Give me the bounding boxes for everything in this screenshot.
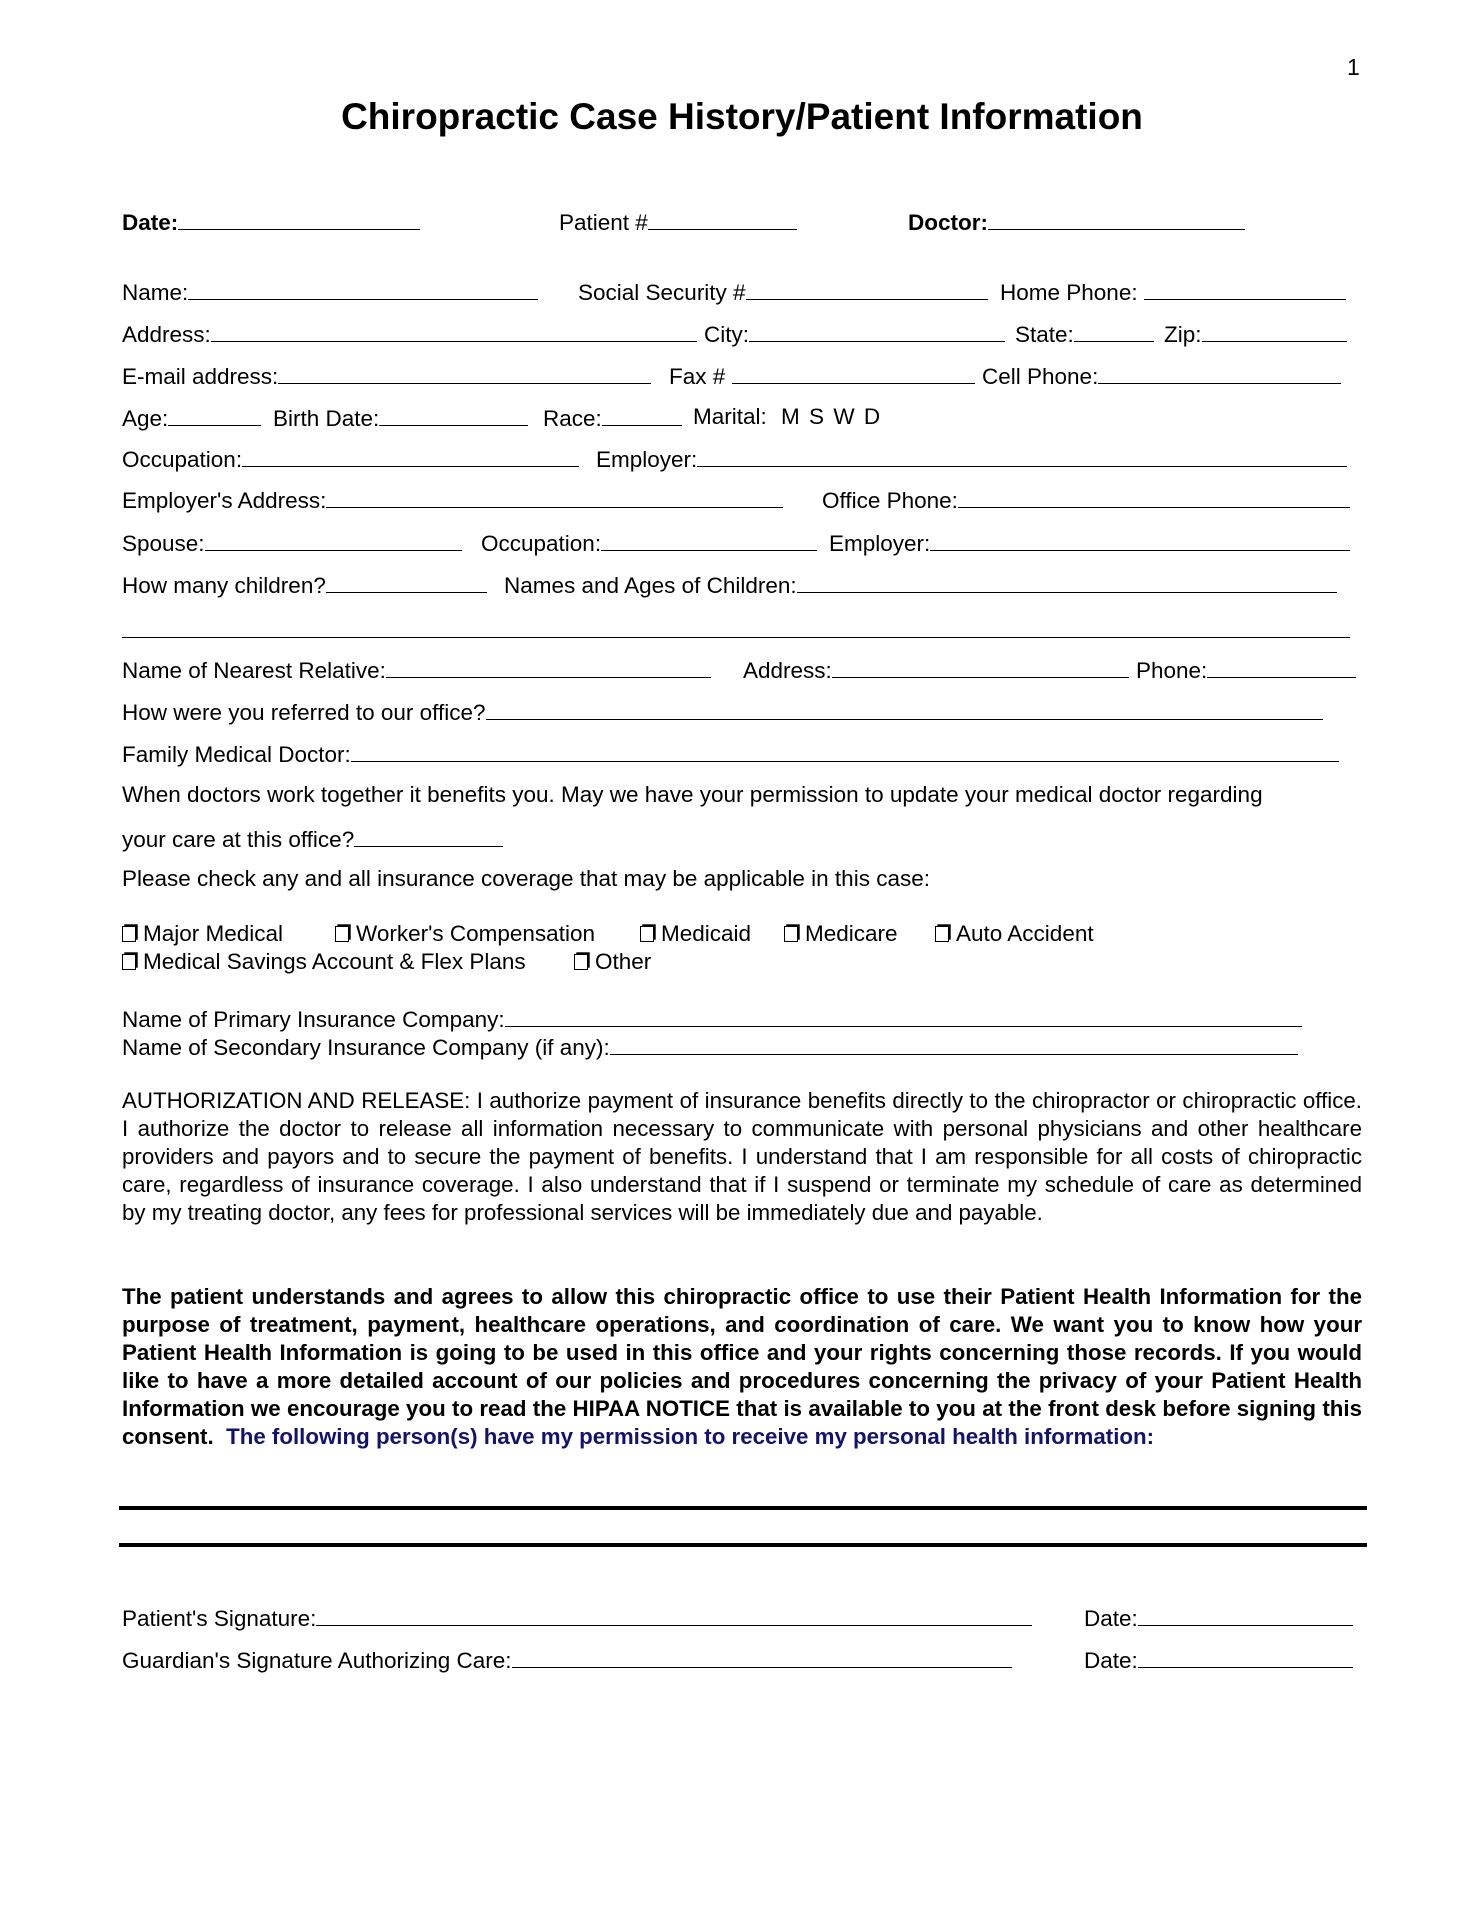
name-label: Name: <box>122 280 189 305</box>
hipaa-consent-text: The patient understands and agrees to allow this chiropractic office to use their Patient Health Information for the purpose of treatment, payment, healthcare operations, and coordination of care. We want you to know how your Patient Health Information is going to be used in this office and your rights concerning those records. If you would like to have a more detailed account of our policies and procedures concerning the privacy of your Patient Health Information we encourage you to read the HIPAA NOTICE that is available to you at the front desk before signing this consent. <box>122 1284 1362 1449</box>
date-label: Date: <box>1084 1648 1138 1673</box>
relative-address-field[interactable] <box>743 655 1129 685</box>
fax-field[interactable] <box>669 361 975 391</box>
birth-date-label: Birth Date: <box>273 406 380 431</box>
guardian-signature-label: Guardian's Signature Authorizing Care: <box>122 1648 512 1673</box>
email-field[interactable] <box>122 361 651 391</box>
page-number: 1 <box>1347 54 1360 80</box>
zip-field[interactable] <box>1164 319 1347 349</box>
checkbox-medicaid[interactable] <box>640 920 751 948</box>
date-field[interactable] <box>122 207 420 237</box>
date-label: Date: <box>1084 1606 1138 1631</box>
marital-option-w[interactable]: W <box>833 404 855 429</box>
age-field[interactable] <box>122 403 261 433</box>
checkbox-icon <box>935 926 949 942</box>
authorization-release-text: AUTHORIZATION AND RELEASE: I authorize payment of insurance benefits directly to the chiropractor or chiropractic office. I authorize the doctor to release all information necessary to communicate with personal physicians and other healthcare providers and payors and to secure the payment of benefits. I understand that I am responsible for all costs of chiropractic care, regardless of insurance coverage. I also understand that if I suspend or terminate my schedule of care as determined by my treating doctor, any fees for professional services will be immediately due and payable. <box>122 1088 1362 1225</box>
permission-line-1: When doctors work together it benefits you. May we have your permission to update your medical doctor regarding <box>122 782 1263 807</box>
permitted-person-line-1[interactable] <box>119 1506 1367 1510</box>
patient-signature-date-field[interactable] <box>1084 1603 1353 1633</box>
home-phone-field[interactable] <box>1000 277 1346 307</box>
occupation-label: Occupation: <box>122 447 243 472</box>
relative-address-label: Address: <box>743 658 832 683</box>
employer-address-field[interactable] <box>122 485 783 515</box>
referred-field[interactable] <box>122 697 1323 727</box>
marital-option-d[interactable]: D <box>863 404 881 429</box>
checkbox-icon <box>640 926 654 942</box>
marital-label: Marital: <box>693 404 767 429</box>
secondary-insurance-field[interactable] <box>122 1032 1298 1062</box>
city-label: City: <box>704 322 749 347</box>
patient-number-label: Patient # <box>559 210 648 235</box>
checkbox-label: Medicare <box>805 921 898 946</box>
spouse-employer-label: Employer: <box>829 531 931 556</box>
checkbox-workers-compensation[interactable] <box>335 920 595 948</box>
cell-phone-field[interactable] <box>982 361 1341 391</box>
spouse-label: Spouse: <box>122 531 205 556</box>
primary-insurance-label: Name of Primary Insurance Company: <box>122 1007 505 1032</box>
relative-phone-label: Phone: <box>1136 658 1208 683</box>
checkbox-icon <box>574 954 588 970</box>
race-label: Race: <box>543 406 602 431</box>
children-count-label: How many children? <box>122 573 326 598</box>
guardian-signature-field[interactable] <box>122 1645 1012 1675</box>
checkbox-icon <box>784 926 798 942</box>
patient-signature-field[interactable] <box>122 1603 1032 1633</box>
employer-address-label: Employer's Address: <box>122 488 327 513</box>
spouse-occupation-label: Occupation: <box>481 531 602 556</box>
patient-number-field[interactable] <box>559 207 797 237</box>
race-field[interactable] <box>543 403 682 433</box>
permission-persons-text: The following person(s) have my permission to receive my personal health information: <box>226 1424 1155 1449</box>
spouse-field[interactable] <box>122 528 462 558</box>
state-field[interactable] <box>1015 319 1154 349</box>
date-label: Date: <box>122 210 179 235</box>
age-label: Age: <box>122 406 169 431</box>
office-phone-label: Office Phone: <box>822 488 958 513</box>
checkbox-label: Other <box>595 949 652 974</box>
doctor-label: Doctor: <box>908 210 988 235</box>
checkbox-auto-accident[interactable] <box>935 920 1094 948</box>
marital-option-m[interactable]: M <box>781 404 800 429</box>
permission-line-2: your care at this office? <box>122 827 355 852</box>
hipaa-consent <box>122 1283 1362 1451</box>
family-doctor-label: Family Medical Doctor: <box>122 742 351 767</box>
checkbox-other[interactable] <box>574 948 651 976</box>
permission-answer-field[interactable] <box>122 824 503 854</box>
doctor-field[interactable] <box>908 207 1245 237</box>
checkbox-icon <box>335 926 349 942</box>
secondary-insurance-label: Name of Secondary Insurance Company (if any): <box>122 1035 610 1060</box>
patient-signature-label: Patient's Signature: <box>122 1606 317 1631</box>
insurance-prompt: Please check any and all insurance coverage that may be applicable in this case: <box>122 866 930 891</box>
checkbox-major-medical[interactable] <box>122 920 283 948</box>
address-field[interactable] <box>122 319 697 349</box>
guardian-signature-date-field[interactable] <box>1084 1645 1353 1675</box>
employer-field[interactable] <box>596 444 1347 474</box>
children-names-field[interactable] <box>504 570 1337 600</box>
address-label: Address: <box>122 322 211 347</box>
permitted-person-line-2[interactable] <box>119 1543 1367 1547</box>
marital-field <box>693 403 880 431</box>
spouse-employer-field[interactable] <box>829 528 1350 558</box>
home-phone-label: Home Phone: <box>1000 280 1138 305</box>
ssn-field[interactable] <box>578 277 988 307</box>
children-names-continuation-line[interactable] <box>122 637 1350 638</box>
marital-option-s[interactable]: S <box>809 404 825 429</box>
birth-date-field[interactable] <box>273 403 528 433</box>
occupation-field[interactable] <box>122 444 579 474</box>
relative-name-label: Name of Nearest Relative: <box>122 658 386 683</box>
email-label: E-mail address: <box>122 364 279 389</box>
state-label: State: <box>1015 322 1074 347</box>
referred-label: How were you referred to our office? <box>122 700 486 725</box>
zip-label: Zip: <box>1164 322 1202 347</box>
children-count-field[interactable] <box>122 570 487 600</box>
spouse-occupation-field[interactable] <box>481 528 817 558</box>
checkbox-icon <box>122 954 136 970</box>
checkbox-label: Worker's Compensation <box>356 921 595 946</box>
relative-phone-field[interactable] <box>1136 655 1356 685</box>
checkbox-medical-savings[interactable] <box>122 948 526 976</box>
city-field[interactable] <box>704 319 1005 349</box>
checkbox-icon <box>122 926 136 942</box>
name-field[interactable] <box>122 277 538 307</box>
fax-label: Fax # <box>669 364 726 389</box>
children-names-label: Names and Ages of Children: <box>504 573 797 598</box>
ssn-label: Social Security # <box>578 280 746 305</box>
primary-insurance-field[interactable] <box>122 1004 1302 1034</box>
page-title: Chiropractic Case History/Patient Information <box>341 96 1143 137</box>
cell-phone-label: Cell Phone: <box>982 364 1099 389</box>
checkbox-medicare[interactable] <box>784 920 898 948</box>
checkbox-label: Medicaid <box>661 921 752 946</box>
checkbox-label: Auto Accident <box>956 921 1094 946</box>
checkbox-label: Medical Savings Account & Flex Plans <box>143 949 526 974</box>
relative-name-field[interactable] <box>122 655 711 685</box>
checkbox-label: Major Medical <box>143 921 284 946</box>
family-doctor-field[interactable] <box>122 739 1339 769</box>
office-phone-field[interactable] <box>822 485 1350 515</box>
employer-label: Employer: <box>596 447 698 472</box>
